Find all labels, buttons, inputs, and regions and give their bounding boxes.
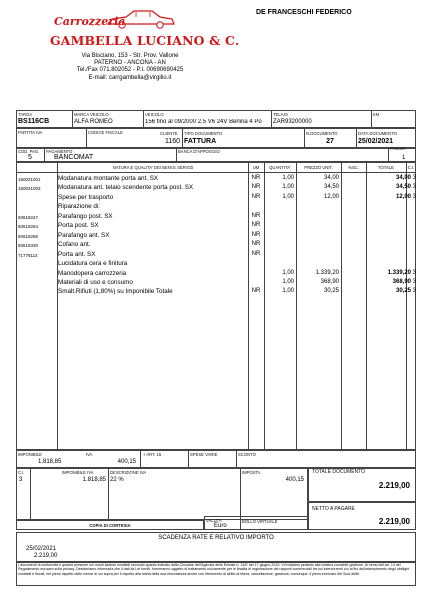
cell-qty: 1,00 (282, 278, 294, 285)
imponibile-value: 1.818,85 (38, 459, 62, 465)
installments-title: SCADENZA RATE E RELATIVO IMPORTO (158, 535, 274, 541)
item-rows (16, 174, 416, 314)
customer-code: 1160 (164, 138, 180, 145)
col-qty: QUANTITA' (269, 165, 291, 170)
col-um: UM (252, 165, 260, 170)
table-row (16, 240, 416, 249)
cell-tot: 12,00 (395, 193, 411, 200)
cell-price: 1.339,20 (315, 269, 339, 276)
cell-code: 60618284 (18, 224, 39, 230)
targa: BS116CB (18, 118, 50, 125)
company-name: GAMBELLA LUCIANO & C. (50, 33, 240, 48)
cell-um: NR (251, 231, 261, 238)
cell-code: 60618330 (18, 243, 39, 249)
vat-amount: 400,15 (285, 477, 304, 483)
cell-ci: 3 (412, 175, 416, 181)
cell-code: 71778114 (18, 252, 38, 258)
company-address: Via Bisciano, 153 - Str. Prov. Vallone (81, 53, 179, 59)
cell-price: 30,25 (323, 288, 339, 295)
cell-desc: Riparazione di: (58, 203, 101, 211)
company-city: PATERNO - ANCONA - AN (94, 60, 166, 66)
table-row (16, 259, 416, 268)
cell-desc: Parafango post. SX (58, 212, 113, 220)
marca: ALFA ROMEO (74, 119, 113, 125)
iva-value: 400,15 (117, 459, 136, 465)
col-desc: NATURA E QUALITA' DEI BENI E SERVIZI (112, 165, 194, 170)
cell-qty: 1,00 (282, 288, 294, 295)
cell-desc: Spese per trasporto (58, 193, 114, 201)
col-sc: %SC. (348, 165, 359, 170)
cell-tot: 30,25 (395, 288, 411, 295)
cell-tot: 34,50 (395, 184, 411, 191)
document-number: 27 (326, 138, 334, 145)
cell-desc: Porta ant. SX (58, 250, 96, 258)
table-row (16, 202, 416, 211)
cell-code: 60618247 (18, 214, 39, 220)
col-price: PREZZO UNIT. (304, 165, 333, 170)
cell-desc: Porta post. SX (58, 222, 99, 230)
vat-code: 3 (19, 477, 23, 483)
company-phone: Tel./Fax 071.802052 - P.I. 00690690425 (76, 67, 184, 73)
cell-ci: 3 (412, 269, 416, 276)
table-row (16, 250, 416, 259)
installment-date: 25/02/2021 (26, 546, 57, 552)
installment-amount: 2.219,00 (34, 553, 58, 559)
col-tot: TOTALE (378, 165, 394, 170)
cell-ci: 3 (412, 184, 416, 191)
cell-price: 12,00 (323, 193, 339, 200)
cell-desc: Modanatura ant. telaio scendente porta post. SX (58, 184, 194, 192)
cell-tot: 1.339,20 (387, 269, 411, 276)
cell-desc: Lucidatura cera e finitura (58, 260, 128, 268)
cell-desc: Cofano ant. (58, 241, 91, 249)
cell-desc: Materiali di uso e consumo (58, 278, 133, 286)
cell-um: NR (251, 193, 261, 200)
company-email: E-mail: carrgambella@virgilio.it (88, 75, 172, 81)
veicolo: 156 fino al 09/2000 2.5 V6 24V Berlina 4 Po (145, 119, 262, 125)
telaio: ZAR93200000 (273, 119, 312, 125)
page-number: 1 (402, 155, 406, 161)
cell-qty: 1,00 (282, 175, 294, 181)
cell-ci: 3 (412, 278, 416, 285)
table-row (16, 287, 416, 296)
cell-tot: 368,90 (392, 278, 411, 285)
table-row (16, 278, 416, 287)
cell-um: NR (251, 222, 261, 229)
payment-code: 5 (28, 154, 32, 161)
cell-price: 34,00 (323, 175, 339, 181)
table-row (16, 174, 416, 183)
cell-um: NR (251, 184, 261, 191)
table-row (16, 212, 416, 221)
table-row (16, 193, 416, 202)
total-document-value: 2.219,00 (378, 481, 410, 490)
cell-um: NR (251, 212, 261, 219)
currency: Euro (214, 523, 227, 529)
document-type: FATTURA (184, 138, 217, 145)
cell-desc: Parafango ant. SX (58, 231, 110, 239)
cell-ci: 3 (412, 193, 416, 200)
cell-desc: Smalt.Rifiuti (1,80%) su Imponibile Totale (58, 288, 173, 296)
cell-qty: 1,00 (282, 269, 294, 276)
table-row (16, 221, 416, 230)
customer-name: DE FRANCESCHI FEDERICO (256, 9, 352, 16)
cell-tot: 34,00 (395, 175, 411, 181)
cell-price: 34,50 (323, 184, 339, 191)
privacy-notice: I documenti di conformità e quanto presente nei nostri sistemi contabili secondo quanto indicato dalla Circolare dell'Agenzia delle Entrate n. 14/E del 17 giugno 2019. Vi invitiamo pertanto alla relativa contabile gestione. Ai sensi dell'art. 13 del Regolamento europeo sulla privacy. Desideriamo informarla che il dati da Lei forniti, formeranno oggetto di trattamento unicamente per le finalità di registrazione dei rapporti commerciali tra noi intercorrenti o/o ai fini dell'adempimento degli obblighi contabili e fiscali, nel pieno rispetto delle norme di cui sopra per il rispetto alla tutela della sua riservatezza anche con riferimento al diritto di libera, cancellazione, garanzia, comunque. Il pieno esercizio dei Suoi diritti. (18, 563, 410, 576)
cell-um: NR (251, 175, 261, 181)
company-name-script: Carrozzeria (54, 15, 126, 28)
cell-qty: 1,00 (282, 184, 294, 191)
cell-code: 150021001 (18, 177, 41, 182)
table-row (16, 269, 416, 278)
cell-code: 60618286 (18, 233, 39, 239)
document-date: 25/02/2021 (358, 138, 394, 145)
vat-summary-box (16, 468, 308, 520)
vat-base: 1.818,85 (82, 477, 106, 483)
cell-um: NR (251, 288, 261, 295)
cell-price: 368,90 (320, 278, 339, 285)
company-header (40, 8, 240, 102)
cell-desc: Manodopera carrozzeria (58, 269, 127, 277)
cell-code: 150021003 (18, 186, 41, 192)
table-row (16, 183, 416, 192)
vat-description: 22 % (110, 477, 124, 483)
col-ci: C.I. (407, 165, 415, 170)
table-row (16, 231, 416, 240)
cell-um: NR (251, 241, 261, 248)
net-to-pay-value: 2.219,00 (378, 517, 410, 526)
cell-um: NR (251, 250, 261, 257)
cell-qty: 1,00 (282, 193, 294, 200)
cell-ci: 3 (412, 288, 416, 295)
cell-desc: Modanatura montante porta ant. SX (58, 175, 159, 182)
payment-method: BANCOMAT (54, 154, 94, 161)
